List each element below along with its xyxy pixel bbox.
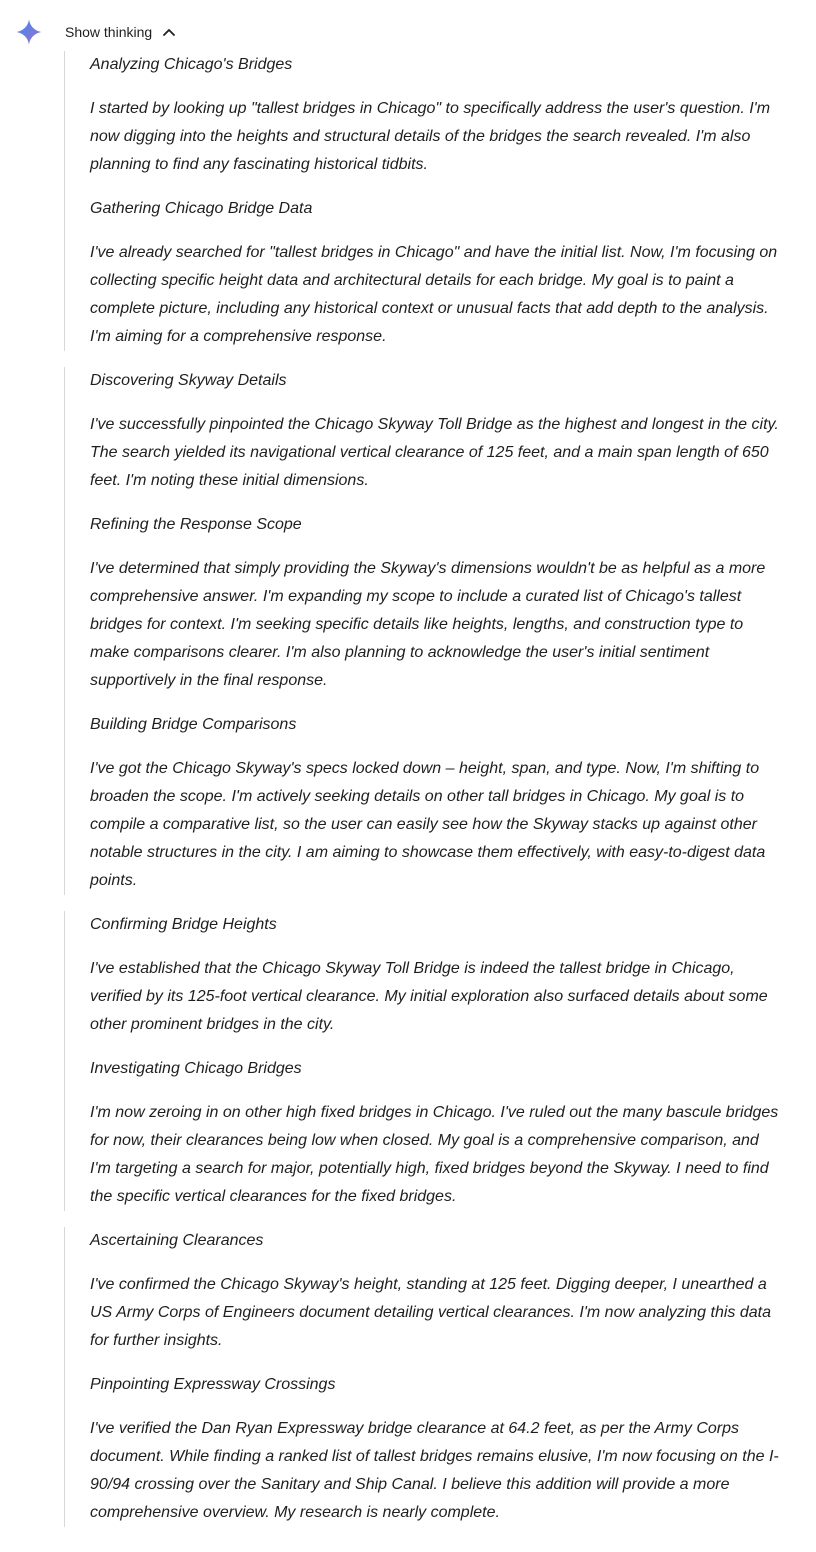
- thought-section: [90, 511, 784, 695]
- thought-body: I've already searched for "tallest bridges in Chicago" and have the initial list. Now, I'm focusing on collecting specific height data and architectural details for each bridge. My goal is to paint a complete picture, including any historical context or unusual facts that add depth to the analysis. I'm aiming for a comprehensive response.: [90, 244, 778, 345]
- thought-section: [90, 1227, 784, 1355]
- thought-title: Discovering Skyway Details: [90, 372, 287, 389]
- thought-section: [90, 1055, 784, 1211]
- thought-group: [64, 367, 784, 895]
- thought-body: I'm now zeroing in on other high fixed bridges in Chicago. I've ruled out the many bascule bridges for now, their clearances being low when closed. My goal is a comprehensive comparison, and I'm targeting a search for major, potentially high, fixed bridges beyond the Skyway. I need to find the specific vertical clearances for the fixed bridges.: [90, 1104, 779, 1205]
- thought-title: Gathering Chicago Bridge Data: [90, 200, 313, 217]
- thought-title: Investigating Chicago Bridges: [90, 1060, 302, 1077]
- thought-body: I've got the Chicago Skyway's specs locked down – height, span, and type. Now, I'm shifting to broaden the scope. I'm actively seeking details on other tall bridges in Chicago. My goal is to compile a comparative list, so the user can easily see how the Skyway stacks up against other notable structures in the city. I am aiming to showcase them effectively, with easy-to-digest data points.: [90, 760, 766, 889]
- thought-title: Refining the Response Scope: [90, 516, 302, 533]
- thinking-content: [64, 51, 784, 1543]
- thought-section: [90, 195, 784, 351]
- thought-title: Analyzing Chicago's Bridges: [90, 56, 293, 73]
- thought-title: Pinpointing Expressway Crossings: [90, 1376, 336, 1393]
- show-thinking-toggle[interactable]: [65, 20, 176, 44]
- thought-group: [64, 1227, 784, 1527]
- thought-title: Confirming Bridge Heights: [90, 916, 277, 933]
- thought-section: [90, 367, 784, 495]
- thought-body: I started by looking up "tallest bridges in Chicago" to specifically address the user's question. I'm now digging into the heights and structural details of the bridges the search revealed. I'm also planning to find any fascinating historical tidbits.: [90, 100, 771, 173]
- thought-body: I've verified the Dan Ryan Expressway bridge clearance at 64.2 feet, as per the Army Corps document. While finding a ranked list of tallest bridges remains elusive, I'm now focusing on the I-90/94 crossing over the Sanitary and Ship Canal. I believe this addition will provide a more comprehensive overview. My research is nearly complete.: [90, 1420, 779, 1521]
- gemini-spark-icon: [16, 19, 42, 45]
- thought-body: I've confirmed the Chicago Skyway's height, standing at 125 feet. Digging deeper, I unearthed a US Army Corps of Engineers document detailing vertical clearances. I'm now analyzing this data for further insights.: [90, 1276, 772, 1349]
- thought-title: Building Bridge Comparisons: [90, 716, 297, 733]
- thought-body: I've established that the Chicago Skyway Toll Bridge is indeed the tallest bridge in Chicago, verified by its 125-foot vertical clearance. My initial exploration also surfaced details about some other prominent bridges in the city.: [90, 960, 768, 1033]
- thought-body: I've successfully pinpointed the Chicago Skyway Toll Bridge as the highest and longest in the city. The search yielded its navigational vertical clearance of 125 feet, and a main span length of 650 feet. I'm noting these initial dimensions.: [90, 416, 779, 489]
- thought-section: [90, 51, 784, 179]
- thought-section: [90, 711, 784, 895]
- thought-group: [64, 911, 784, 1211]
- show-thinking-label: Show thinking: [65, 24, 153, 40]
- thought-body: I've determined that simply providing the Skyway's dimensions wouldn't be as helpful as a more comprehensive answer. I'm expanding my scope to include a curated list of Chicago's tallest bridges for context. I'm seeking specific details like heights, lengths, and construction type to make comparisons clearer. I'm also planning to acknowledge the user's initial sentiment supportively in the final response.: [90, 560, 766, 689]
- thought-section: [90, 911, 784, 1039]
- thought-title: Ascertaining Clearances: [90, 1232, 264, 1249]
- thought-section: [90, 1371, 784, 1527]
- chevron-up-icon: [162, 25, 176, 39]
- thought-group: [64, 51, 784, 351]
